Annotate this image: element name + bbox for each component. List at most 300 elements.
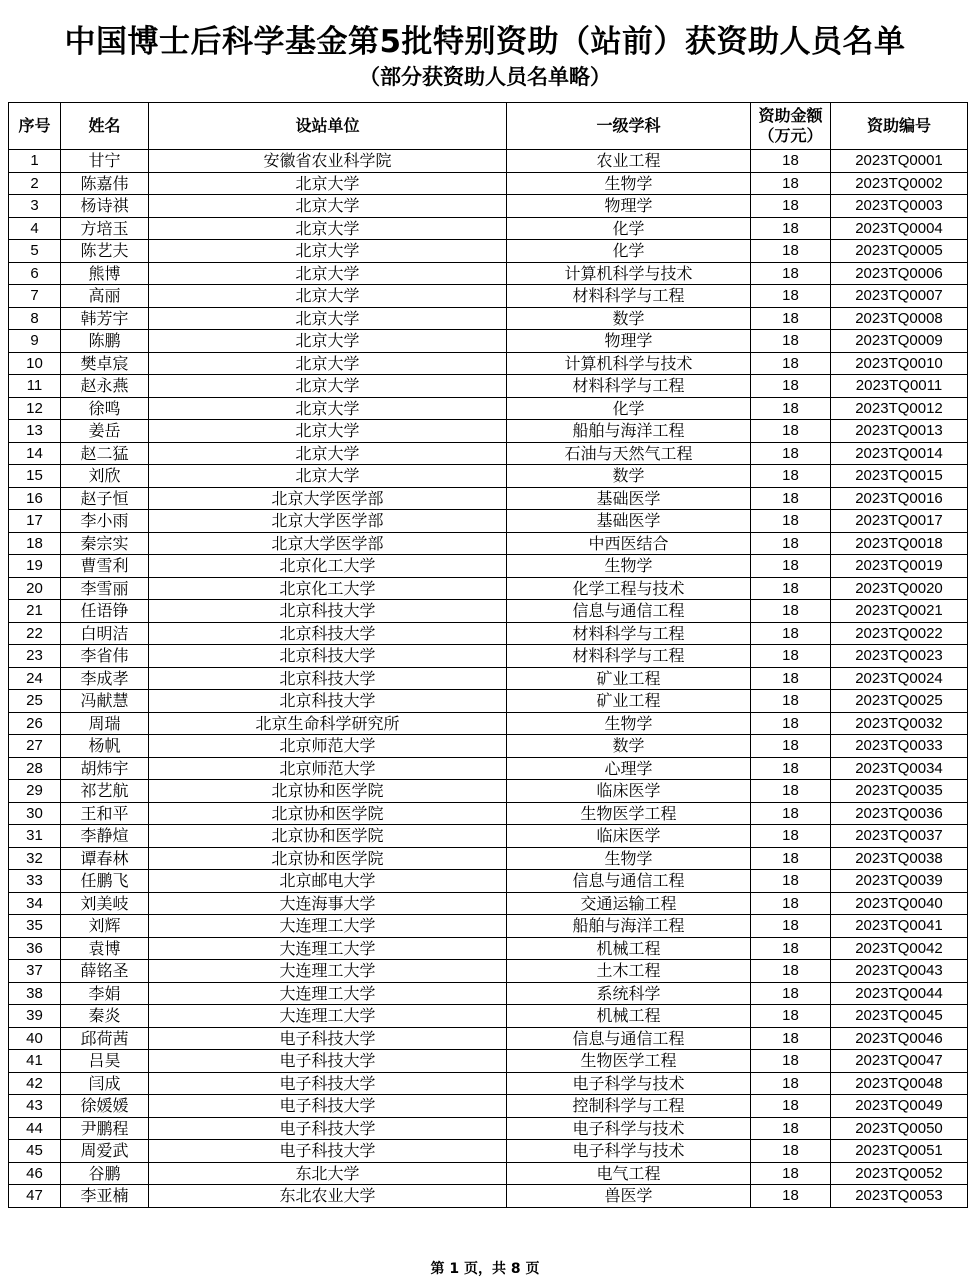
cell-code: 2023TQ0047 xyxy=(831,1050,968,1073)
cell-discipline: 系统科学 xyxy=(507,982,751,1005)
funding-recipients-table xyxy=(8,102,968,1208)
cell-code: 2023TQ0042 xyxy=(831,937,968,960)
cell-index: 12 xyxy=(9,397,61,420)
cell-discipline: 土木工程 xyxy=(507,960,751,983)
table-row xyxy=(9,960,968,983)
cell-name: 高丽 xyxy=(61,285,149,308)
cell-index: 43 xyxy=(9,1095,61,1118)
table-row xyxy=(9,397,968,420)
cell-code: 2023TQ0020 xyxy=(831,577,968,600)
cell-amount: 18 xyxy=(751,1005,831,1028)
cell-amount: 18 xyxy=(751,622,831,645)
cell-amount: 18 xyxy=(751,735,831,758)
cell-name: 姜岳 xyxy=(61,420,149,443)
cell-unit: 大连理工大学 xyxy=(149,915,507,938)
cell-unit: 东北农业大学 xyxy=(149,1185,507,1208)
cell-code: 2023TQ0048 xyxy=(831,1072,968,1095)
cell-name: 刘欣 xyxy=(61,465,149,488)
cell-amount: 18 xyxy=(751,1027,831,1050)
cell-name: 周瑞 xyxy=(61,712,149,735)
cell-code: 2023TQ0013 xyxy=(831,420,968,443)
header-code: 资助编号 xyxy=(831,103,968,150)
table-row xyxy=(9,1162,968,1185)
header-amount xyxy=(751,103,831,150)
cell-code: 2023TQ0036 xyxy=(831,802,968,825)
cell-amount: 18 xyxy=(751,487,831,510)
cell-unit: 北京大学 xyxy=(149,240,507,263)
cell-index: 30 xyxy=(9,802,61,825)
cell-index: 4 xyxy=(9,217,61,240)
cell-index: 16 xyxy=(9,487,61,510)
cell-index: 34 xyxy=(9,892,61,915)
cell-code: 2023TQ0044 xyxy=(831,982,968,1005)
cell-amount: 18 xyxy=(751,217,831,240)
cell-code: 2023TQ0002 xyxy=(831,172,968,195)
cell-discipline: 电气工程 xyxy=(507,1162,751,1185)
cell-unit: 北京生命科学研究所 xyxy=(149,712,507,735)
cell-name: 刘美岐 xyxy=(61,892,149,915)
cell-name: 祁艺航 xyxy=(61,780,149,803)
cell-unit: 电子科技大学 xyxy=(149,1050,507,1073)
table-row xyxy=(9,487,968,510)
document-title: 中国博士后科学基金第5批特别资助（站前）获资助人员名单 xyxy=(64,24,906,60)
cell-amount: 18 xyxy=(751,465,831,488)
cell-index: 21 xyxy=(9,600,61,623)
cell-index: 33 xyxy=(9,870,61,893)
cell-unit: 电子科技大学 xyxy=(149,1140,507,1163)
cell-discipline: 计算机科学与技术 xyxy=(507,262,751,285)
cell-name: 胡炜宇 xyxy=(61,757,149,780)
cell-index: 23 xyxy=(9,645,61,668)
cell-code: 2023TQ0006 xyxy=(831,262,968,285)
cell-amount: 18 xyxy=(751,960,831,983)
cell-amount: 18 xyxy=(751,285,831,308)
cell-amount: 18 xyxy=(751,150,831,173)
cell-discipline: 材料科学与工程 xyxy=(507,285,751,308)
table-row xyxy=(9,240,968,263)
cell-name: 谭春林 xyxy=(61,847,149,870)
cell-discipline: 数学 xyxy=(507,465,751,488)
cell-code: 2023TQ0022 xyxy=(831,622,968,645)
cell-unit: 北京大学医学部 xyxy=(149,487,507,510)
cell-amount: 18 xyxy=(751,375,831,398)
cell-name: 任语铮 xyxy=(61,600,149,623)
table-row xyxy=(9,465,968,488)
cell-name: 赵永燕 xyxy=(61,375,149,398)
cell-amount: 18 xyxy=(751,577,831,600)
cell-code: 2023TQ0008 xyxy=(831,307,968,330)
cell-code: 2023TQ0005 xyxy=(831,240,968,263)
cell-unit: 大连海事大学 xyxy=(149,892,507,915)
cell-amount: 18 xyxy=(751,442,831,465)
cell-code: 2023TQ0032 xyxy=(831,712,968,735)
cell-discipline: 石油与天然气工程 xyxy=(507,442,751,465)
cell-amount: 18 xyxy=(751,262,831,285)
cell-discipline: 数学 xyxy=(507,307,751,330)
cell-amount: 18 xyxy=(751,982,831,1005)
cell-unit: 大连理工大学 xyxy=(149,1005,507,1028)
header-discipline: 一级学科 xyxy=(507,103,751,150)
cell-index: 14 xyxy=(9,442,61,465)
cell-discipline: 心理学 xyxy=(507,757,751,780)
cell-discipline: 信息与通信工程 xyxy=(507,600,751,623)
cell-code: 2023TQ0050 xyxy=(831,1117,968,1140)
header-unit: 设站单位 xyxy=(149,103,507,150)
cell-unit: 北京大学 xyxy=(149,262,507,285)
table-row xyxy=(9,510,968,533)
cell-name: 李亚楠 xyxy=(61,1185,149,1208)
cell-amount: 18 xyxy=(751,690,831,713)
cell-discipline: 化学 xyxy=(507,240,751,263)
cell-unit: 北京科技大学 xyxy=(149,645,507,668)
cell-unit: 北京大学 xyxy=(149,442,507,465)
table-row xyxy=(9,1185,968,1208)
cell-index: 29 xyxy=(9,780,61,803)
cell-name: 冯献慧 xyxy=(61,690,149,713)
cell-code: 2023TQ0052 xyxy=(831,1162,968,1185)
table-body xyxy=(9,150,968,1208)
cell-code: 2023TQ0003 xyxy=(831,195,968,218)
cell-code: 2023TQ0009 xyxy=(831,330,968,353)
cell-index: 5 xyxy=(9,240,61,263)
cell-index: 10 xyxy=(9,352,61,375)
table-row xyxy=(9,172,968,195)
cell-amount: 18 xyxy=(751,600,831,623)
cell-unit: 北京大学 xyxy=(149,375,507,398)
cell-amount: 18 xyxy=(751,195,831,218)
cell-code: 2023TQ0001 xyxy=(831,150,968,173)
document-subtitle: （部分获资助人员名单略） xyxy=(359,65,611,89)
table-row xyxy=(9,825,968,848)
table-row xyxy=(9,1050,968,1073)
cell-discipline: 化学 xyxy=(507,397,751,420)
cell-amount: 18 xyxy=(751,1162,831,1185)
cell-code: 2023TQ0037 xyxy=(831,825,968,848)
table-row xyxy=(9,780,968,803)
cell-name: 周爱武 xyxy=(61,1140,149,1163)
cell-code: 2023TQ0033 xyxy=(831,735,968,758)
cell-name: 徐鸣 xyxy=(61,397,149,420)
table-row xyxy=(9,150,968,173)
cell-code: 2023TQ0051 xyxy=(831,1140,968,1163)
cell-unit: 北京科技大学 xyxy=(149,600,507,623)
cell-discipline: 信息与通信工程 xyxy=(507,1027,751,1050)
cell-unit: 电子科技大学 xyxy=(149,1027,507,1050)
cell-unit: 电子科技大学 xyxy=(149,1095,507,1118)
cell-index: 47 xyxy=(9,1185,61,1208)
cell-unit: 北京化工大学 xyxy=(149,555,507,578)
cell-amount: 18 xyxy=(751,757,831,780)
cell-amount: 18 xyxy=(751,330,831,353)
table-row xyxy=(9,375,968,398)
cell-unit: 大连理工大学 xyxy=(149,937,507,960)
cell-amount: 18 xyxy=(751,712,831,735)
cell-discipline: 生物学 xyxy=(507,712,751,735)
cell-index: 26 xyxy=(9,712,61,735)
cell-code: 2023TQ0034 xyxy=(831,757,968,780)
table-row xyxy=(9,915,968,938)
cell-code: 2023TQ0016 xyxy=(831,487,968,510)
cell-amount: 18 xyxy=(751,532,831,555)
cell-amount: 18 xyxy=(751,937,831,960)
cell-discipline: 电子科学与技术 xyxy=(507,1072,751,1095)
cell-unit: 北京协和医学院 xyxy=(149,847,507,870)
cell-index: 31 xyxy=(9,825,61,848)
cell-amount: 18 xyxy=(751,172,831,195)
cell-index: 6 xyxy=(9,262,61,285)
cell-unit: 北京师范大学 xyxy=(149,757,507,780)
cell-index: 42 xyxy=(9,1072,61,1095)
cell-index: 40 xyxy=(9,1027,61,1050)
cell-name: 邱荷茜 xyxy=(61,1027,149,1050)
table-row xyxy=(9,892,968,915)
cell-discipline: 基础医学 xyxy=(507,487,751,510)
cell-discipline: 基础医学 xyxy=(507,510,751,533)
cell-discipline: 兽医学 xyxy=(507,1185,751,1208)
cell-unit: 北京化工大学 xyxy=(149,577,507,600)
cell-name: 杨帆 xyxy=(61,735,149,758)
table-row xyxy=(9,330,968,353)
cell-amount: 18 xyxy=(751,825,831,848)
cell-unit: 北京大学医学部 xyxy=(149,510,507,533)
cell-code: 2023TQ0007 xyxy=(831,285,968,308)
cell-name: 李雪丽 xyxy=(61,577,149,600)
cell-unit: 北京大学 xyxy=(149,397,507,420)
table-row xyxy=(9,1117,968,1140)
header-amount-line2: （万元） xyxy=(758,126,823,145)
cell-index: 25 xyxy=(9,690,61,713)
cell-code: 2023TQ0023 xyxy=(831,645,968,668)
table-row xyxy=(9,577,968,600)
cell-code: 2023TQ0024 xyxy=(831,667,968,690)
cell-discipline: 临床医学 xyxy=(507,780,751,803)
cell-index: 18 xyxy=(9,532,61,555)
cell-index: 22 xyxy=(9,622,61,645)
cell-index: 9 xyxy=(9,330,61,353)
cell-name: 袁博 xyxy=(61,937,149,960)
cell-discipline: 材料科学与工程 xyxy=(507,375,751,398)
cell-discipline: 机械工程 xyxy=(507,937,751,960)
cell-amount: 18 xyxy=(751,780,831,803)
cell-index: 27 xyxy=(9,735,61,758)
cell-name: 曹雪利 xyxy=(61,555,149,578)
cell-index: 36 xyxy=(9,937,61,960)
table-row xyxy=(9,937,968,960)
cell-amount: 18 xyxy=(751,555,831,578)
cell-name: 李小雨 xyxy=(61,510,149,533)
cell-discipline: 物理学 xyxy=(507,330,751,353)
cell-name: 李省伟 xyxy=(61,645,149,668)
cell-code: 2023TQ0004 xyxy=(831,217,968,240)
cell-name: 李成孝 xyxy=(61,667,149,690)
cell-discipline: 矿业工程 xyxy=(507,690,751,713)
cell-discipline: 船舶与海洋工程 xyxy=(507,420,751,443)
cell-code: 2023TQ0015 xyxy=(831,465,968,488)
cell-discipline: 中西医结合 xyxy=(507,532,751,555)
cell-amount: 18 xyxy=(751,915,831,938)
cell-code: 2023TQ0012 xyxy=(831,397,968,420)
table-row xyxy=(9,802,968,825)
cell-discipline: 物理学 xyxy=(507,195,751,218)
cell-name: 谷鹏 xyxy=(61,1162,149,1185)
cell-unit: 电子科技大学 xyxy=(149,1117,507,1140)
table-row xyxy=(9,442,968,465)
table-row xyxy=(9,690,968,713)
cell-code: 2023TQ0014 xyxy=(831,442,968,465)
cell-index: 46 xyxy=(9,1162,61,1185)
cell-amount: 18 xyxy=(751,1185,831,1208)
cell-unit: 大连理工大学 xyxy=(149,982,507,1005)
header-amount-line1: 资助金额 xyxy=(758,106,823,125)
cell-discipline: 生物学 xyxy=(507,847,751,870)
cell-index: 2 xyxy=(9,172,61,195)
table-row xyxy=(9,352,968,375)
cell-code: 2023TQ0049 xyxy=(831,1095,968,1118)
cell-unit: 北京协和医学院 xyxy=(149,802,507,825)
table-row xyxy=(9,1005,968,1028)
cell-index: 39 xyxy=(9,1005,61,1028)
cell-code: 2023TQ0021 xyxy=(831,600,968,623)
table-row xyxy=(9,1140,968,1163)
cell-amount: 18 xyxy=(751,1095,831,1118)
cell-code: 2023TQ0019 xyxy=(831,555,968,578)
table-row xyxy=(9,1095,968,1118)
cell-code: 2023TQ0053 xyxy=(831,1185,968,1208)
cell-unit: 北京科技大学 xyxy=(149,690,507,713)
cell-name: 熊博 xyxy=(61,262,149,285)
cell-discipline: 机械工程 xyxy=(507,1005,751,1028)
cell-amount: 18 xyxy=(751,1140,831,1163)
cell-index: 37 xyxy=(9,960,61,983)
cell-discipline: 化学 xyxy=(507,217,751,240)
cell-amount: 18 xyxy=(751,1117,831,1140)
cell-index: 11 xyxy=(9,375,61,398)
cell-unit: 北京大学 xyxy=(149,330,507,353)
table-row xyxy=(9,712,968,735)
table-row xyxy=(9,757,968,780)
cell-discipline: 交通运输工程 xyxy=(507,892,751,915)
cell-name: 方培玉 xyxy=(61,217,149,240)
table-row xyxy=(9,870,968,893)
cell-index: 17 xyxy=(9,510,61,533)
table-row xyxy=(9,1072,968,1095)
cell-index: 28 xyxy=(9,757,61,780)
cell-unit: 大连理工大学 xyxy=(149,960,507,983)
cell-code: 2023TQ0043 xyxy=(831,960,968,983)
cell-discipline: 材料科学与工程 xyxy=(507,645,751,668)
cell-name: 白明洁 xyxy=(61,622,149,645)
page-footer: 第 1 页，共 8 页 xyxy=(430,1261,540,1277)
table-row xyxy=(9,1027,968,1050)
cell-discipline: 化学工程与技术 xyxy=(507,577,751,600)
cell-unit: 安徽省农业科学院 xyxy=(149,150,507,173)
cell-name: 李娟 xyxy=(61,982,149,1005)
table-row xyxy=(9,847,968,870)
table-row xyxy=(9,735,968,758)
cell-index: 3 xyxy=(9,195,61,218)
cell-code: 2023TQ0010 xyxy=(831,352,968,375)
header-index: 序号 xyxy=(9,103,61,150)
cell-unit: 北京大学 xyxy=(149,420,507,443)
cell-discipline: 农业工程 xyxy=(507,150,751,173)
cell-code: 2023TQ0039 xyxy=(831,870,968,893)
cell-name: 闫成 xyxy=(61,1072,149,1095)
cell-code: 2023TQ0038 xyxy=(831,847,968,870)
cell-amount: 18 xyxy=(751,510,831,533)
cell-name: 陈嘉伟 xyxy=(61,172,149,195)
cell-name: 刘辉 xyxy=(61,915,149,938)
cell-code: 2023TQ0025 xyxy=(831,690,968,713)
cell-discipline: 电子科学与技术 xyxy=(507,1140,751,1163)
cell-discipline: 信息与通信工程 xyxy=(507,870,751,893)
cell-index: 20 xyxy=(9,577,61,600)
cell-name: 韩芳宇 xyxy=(61,307,149,330)
cell-amount: 18 xyxy=(751,645,831,668)
table-row xyxy=(9,307,968,330)
cell-name: 陈艺夫 xyxy=(61,240,149,263)
cell-discipline: 船舶与海洋工程 xyxy=(507,915,751,938)
cell-discipline: 生物学 xyxy=(507,555,751,578)
cell-amount: 18 xyxy=(751,892,831,915)
cell-index: 8 xyxy=(9,307,61,330)
cell-unit: 北京大学 xyxy=(149,172,507,195)
cell-discipline: 生物学 xyxy=(507,172,751,195)
cell-name: 陈鹏 xyxy=(61,330,149,353)
cell-amount: 18 xyxy=(751,1072,831,1095)
cell-amount: 18 xyxy=(751,397,831,420)
table-row xyxy=(9,262,968,285)
cell-amount: 18 xyxy=(751,352,831,375)
cell-name: 薛铭圣 xyxy=(61,960,149,983)
cell-code: 2023TQ0045 xyxy=(831,1005,968,1028)
table-row xyxy=(9,622,968,645)
table-row xyxy=(9,555,968,578)
cell-unit: 北京协和医学院 xyxy=(149,825,507,848)
cell-unit: 北京邮电大学 xyxy=(149,870,507,893)
cell-code: 2023TQ0046 xyxy=(831,1027,968,1050)
cell-unit: 电子科技大学 xyxy=(149,1072,507,1095)
cell-amount: 18 xyxy=(751,240,831,263)
table-row xyxy=(9,645,968,668)
cell-unit: 北京大学 xyxy=(149,285,507,308)
cell-discipline: 材料科学与工程 xyxy=(507,622,751,645)
cell-amount: 18 xyxy=(751,847,831,870)
cell-amount: 18 xyxy=(751,870,831,893)
cell-discipline: 数学 xyxy=(507,735,751,758)
cell-name: 赵子恒 xyxy=(61,487,149,510)
cell-name: 樊卓宸 xyxy=(61,352,149,375)
cell-name: 李静煊 xyxy=(61,825,149,848)
cell-discipline: 生物医学工程 xyxy=(507,1050,751,1073)
cell-unit: 北京大学 xyxy=(149,217,507,240)
cell-unit: 北京大学医学部 xyxy=(149,532,507,555)
cell-unit: 北京大学 xyxy=(149,352,507,375)
header-name: 姓名 xyxy=(61,103,149,150)
cell-index: 7 xyxy=(9,285,61,308)
table-row xyxy=(9,532,968,555)
table-row xyxy=(9,982,968,1005)
cell-name: 杨诗祺 xyxy=(61,195,149,218)
cell-amount: 18 xyxy=(751,420,831,443)
cell-index: 45 xyxy=(9,1140,61,1163)
cell-unit: 北京科技大学 xyxy=(149,667,507,690)
table-row xyxy=(9,195,968,218)
cell-discipline: 控制科学与工程 xyxy=(507,1095,751,1118)
cell-code: 2023TQ0035 xyxy=(831,780,968,803)
cell-name: 尹鹏程 xyxy=(61,1117,149,1140)
cell-name: 徐媛媛 xyxy=(61,1095,149,1118)
cell-name: 赵二猛 xyxy=(61,442,149,465)
